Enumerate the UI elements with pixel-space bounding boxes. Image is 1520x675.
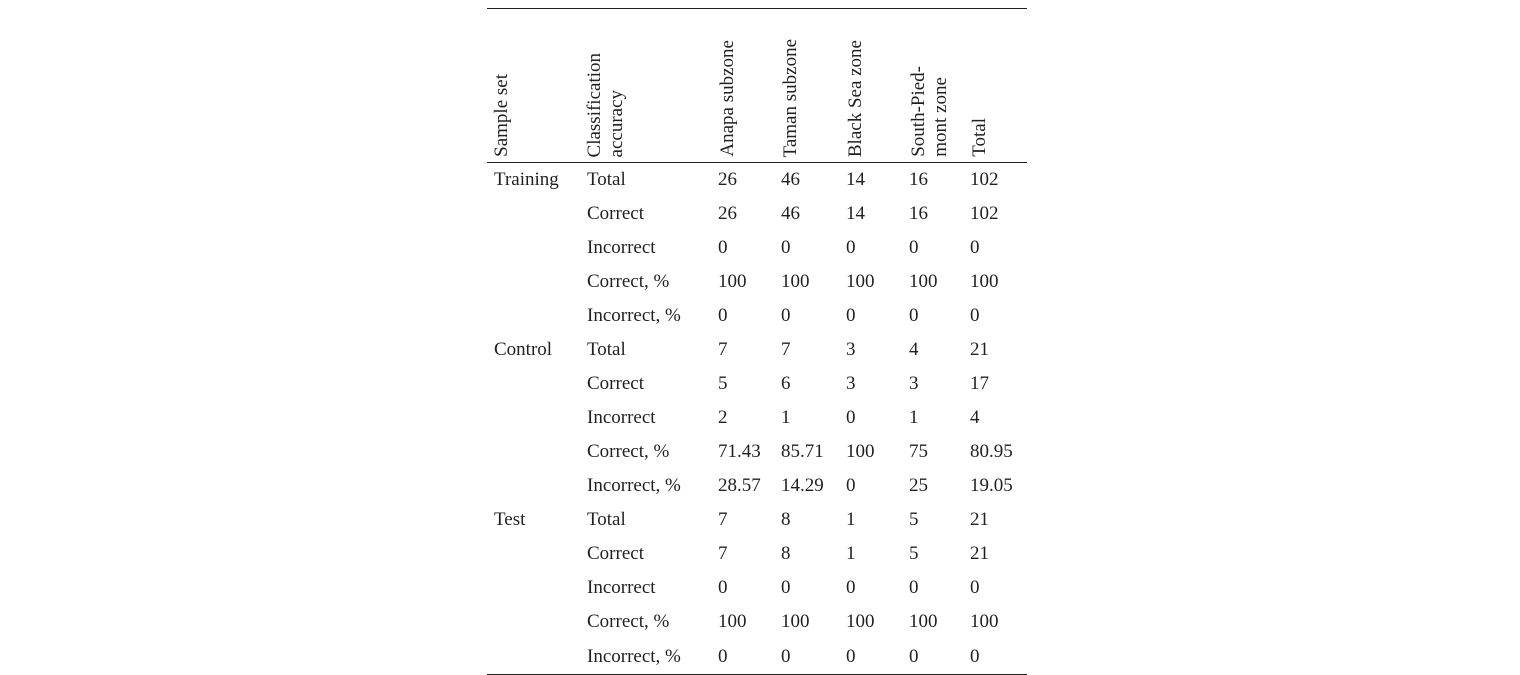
value-cell: 4: [970, 407, 980, 428]
metric-cell: Incorrect: [587, 407, 656, 428]
value-cell: 14: [846, 169, 865, 190]
metric-cell: Total: [587, 509, 626, 530]
value-cell: 80.95: [970, 441, 1013, 462]
table-row: [487, 503, 1027, 537]
value-cell: 7: [718, 543, 728, 564]
value-cell: 0: [781, 305, 791, 326]
header-row: [487, 9, 1027, 163]
header-label: [780, 39, 802, 157]
header-total: [965, 9, 1027, 163]
value-cell: 5: [718, 373, 728, 394]
table-row: [487, 605, 1027, 639]
value-cell: 85.71: [781, 441, 824, 462]
value-cell: 46: [781, 203, 800, 224]
header-line: South-Pied-: [908, 66, 929, 157]
value-cell: 100: [909, 271, 938, 292]
value-cell: 26: [718, 169, 737, 190]
table-row: [487, 265, 1027, 299]
value-cell: 0: [970, 577, 980, 598]
metric-cell: Incorrect, %: [587, 645, 681, 667]
value-cell: 0: [909, 305, 919, 326]
sample-set-cell: [487, 299, 580, 333]
header-line: mont zone: [930, 77, 951, 157]
table-row: [487, 639, 1027, 675]
value-cell: 102: [970, 169, 999, 190]
metric-cell: Correct, %: [587, 441, 670, 462]
header-anapa-subzone: [713, 9, 776, 163]
sample-set-cell: [487, 435, 580, 469]
value-cell: 8: [781, 509, 791, 530]
header-line: accuracy: [606, 89, 627, 157]
value-cell: 0: [846, 645, 856, 667]
value-cell: 7: [718, 509, 728, 530]
value-cell: 7: [781, 339, 791, 360]
value-cell: 0: [718, 305, 728, 326]
value-cell: 0: [970, 645, 980, 667]
value-cell: 6: [781, 373, 791, 394]
header-south-piedmont-zone: [904, 9, 965, 163]
value-cell: 26: [718, 203, 737, 224]
metric-cell: Incorrect: [587, 237, 656, 258]
value-cell: 1: [909, 407, 919, 428]
value-cell: 1: [846, 509, 856, 530]
value-cell: 17: [970, 373, 989, 394]
metric-cell: Total: [587, 339, 626, 360]
value-cell: 100: [718, 611, 747, 632]
value-cell: 0: [781, 645, 791, 667]
table-row: [487, 299, 1027, 333]
table-row: [487, 231, 1027, 265]
value-cell: 71.43: [718, 441, 761, 462]
value-cell: 100: [781, 611, 810, 632]
header-label: [717, 40, 739, 157]
value-cell: 8: [781, 543, 791, 564]
value-cell: 3: [846, 373, 856, 394]
value-cell: 100: [718, 271, 747, 292]
value-cell: 25: [909, 475, 928, 496]
sample-set-cell: [487, 231, 580, 265]
value-cell: 0: [970, 305, 980, 326]
header-label: [908, 66, 952, 157]
value-cell: 100: [909, 611, 938, 632]
value-cell: 0: [909, 237, 919, 258]
table-body: [487, 163, 1027, 675]
value-cell: 14: [846, 203, 865, 224]
value-cell: 16: [909, 203, 928, 224]
value-cell: 28.57: [718, 475, 761, 496]
value-cell: 14.29: [781, 475, 824, 496]
table-row: [487, 469, 1027, 503]
value-cell: 75: [909, 441, 928, 462]
value-cell: 100: [846, 271, 875, 292]
classification-accuracy-table-container: [487, 8, 1027, 675]
value-cell: 0: [781, 237, 791, 258]
value-cell: 1: [781, 407, 791, 428]
value-cell: 3: [909, 373, 919, 394]
header-line: Taman subzone: [780, 38, 801, 157]
sample-set-cell: [487, 367, 580, 401]
header-line: Classification: [584, 52, 605, 157]
value-cell: 0: [846, 407, 856, 428]
value-cell: 0: [718, 645, 728, 667]
sample-set-cell: [487, 197, 580, 231]
value-cell: 2: [718, 407, 728, 428]
value-cell: 7: [718, 339, 728, 360]
metric-cell: Total: [587, 169, 626, 190]
value-cell: 0: [909, 577, 919, 598]
table-row: [487, 537, 1027, 571]
header-line: Anapa subzone: [717, 40, 738, 157]
table-row: [487, 197, 1027, 231]
sample-set-cell: [487, 639, 580, 675]
value-cell: 4: [909, 339, 919, 360]
value-cell: 0: [846, 475, 856, 496]
sample-set-cell: [487, 265, 580, 299]
value-cell: 0: [846, 577, 856, 598]
metric-cell: Correct, %: [587, 611, 670, 632]
value-cell: 0: [718, 577, 728, 598]
value-cell: 5: [909, 543, 919, 564]
sample-set-cell: Test: [494, 509, 526, 530]
value-cell: 102: [970, 203, 999, 224]
value-cell: 21: [970, 509, 989, 530]
value-cell: 16: [909, 169, 928, 190]
sample-set-cell: [487, 537, 580, 571]
metric-cell: Correct, %: [587, 271, 670, 292]
header-taman-subzone: [776, 9, 841, 163]
value-cell: 100: [970, 271, 999, 292]
table-row: [487, 333, 1027, 367]
value-cell: 21: [970, 543, 989, 564]
value-cell: 100: [781, 271, 810, 292]
header-label: [491, 74, 513, 157]
table-row: [487, 367, 1027, 401]
sample-set-cell: [487, 605, 580, 639]
header-line: Sample set: [491, 74, 512, 157]
sample-set-cell: [487, 401, 580, 435]
value-cell: 100: [846, 611, 875, 632]
metric-cell: Incorrect: [587, 577, 656, 598]
value-cell: 1: [846, 543, 856, 564]
header-classification-accuracy: [580, 9, 713, 163]
sample-set-cell: [487, 571, 580, 605]
header-sample-set: [487, 9, 580, 163]
sample-set-cell: Control: [494, 339, 553, 360]
value-cell: 0: [718, 237, 728, 258]
header-line: Total: [969, 118, 990, 157]
value-cell: 0: [781, 577, 791, 598]
value-cell: 100: [846, 441, 875, 462]
metric-cell: Correct: [587, 543, 644, 564]
value-cell: 0: [846, 237, 856, 258]
value-cell: 3: [846, 339, 856, 360]
value-cell: 19.05: [970, 475, 1013, 496]
metric-cell: Correct: [587, 373, 644, 394]
header-label: [969, 118, 991, 157]
table-row: [487, 435, 1027, 469]
table-header: [487, 9, 1027, 163]
value-cell: 0: [970, 237, 980, 258]
table-row: [487, 163, 1027, 198]
table-row: [487, 401, 1027, 435]
metric-cell: Incorrect, %: [587, 305, 681, 326]
value-cell: 5: [909, 509, 919, 530]
header-label: [584, 53, 628, 157]
value-cell: 0: [846, 305, 856, 326]
value-cell: 100: [970, 611, 999, 632]
header-black-sea-zone: [841, 9, 904, 163]
classification-accuracy-table: [487, 8, 1027, 675]
metric-cell: Correct: [587, 203, 644, 224]
header-line: Black Sea zone: [845, 39, 866, 157]
header-label: [845, 40, 867, 157]
metric-cell: Incorrect, %: [587, 475, 681, 496]
value-cell: 0: [909, 645, 919, 667]
value-cell: 21: [970, 339, 989, 360]
value-cell: 46: [781, 169, 800, 190]
table-row: [487, 571, 1027, 605]
sample-set-cell: [487, 469, 580, 503]
sample-set-cell: Training: [494, 169, 559, 190]
